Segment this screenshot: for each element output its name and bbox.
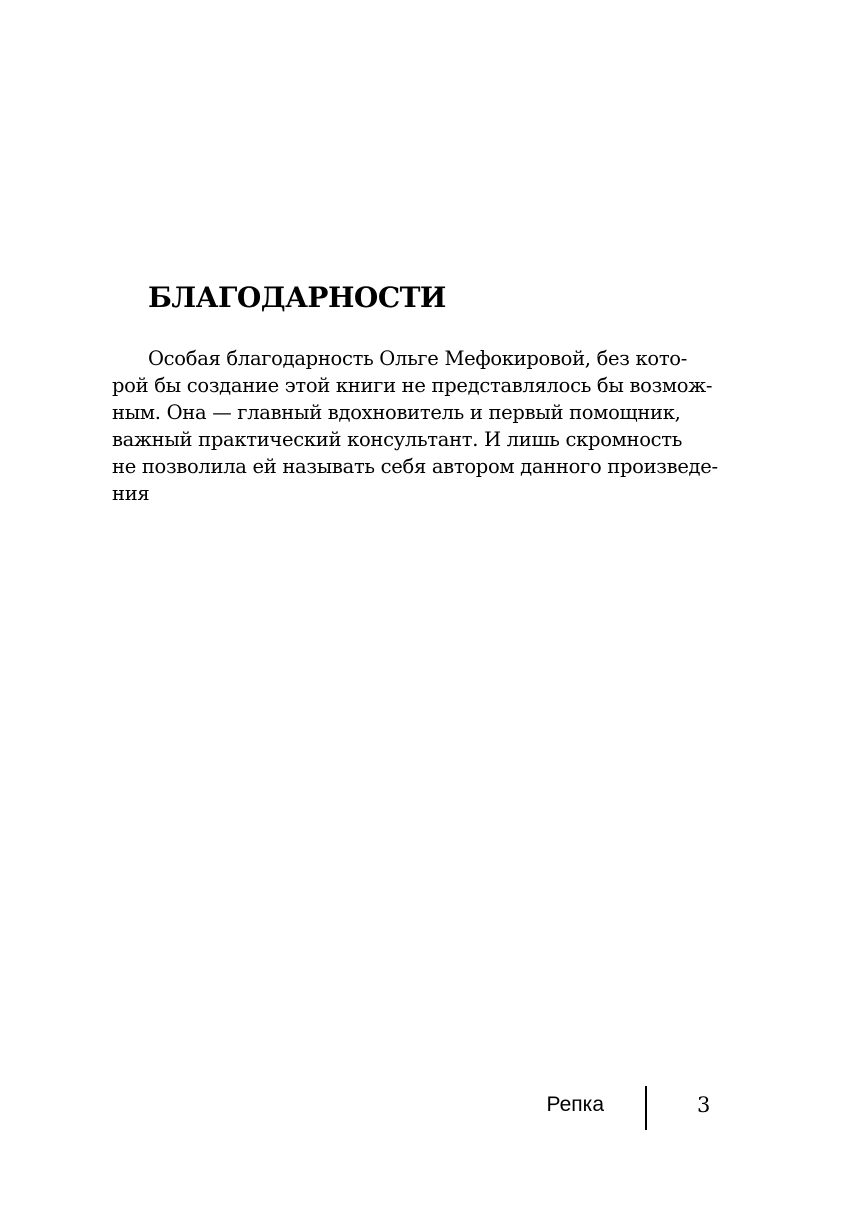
- page-title: БЛАГОДАРНОСТИ: [148, 281, 446, 314]
- paragraph-line: Особая благодарность Ольге Мефокировой, без кото-: [148, 347, 688, 370]
- acknowledgement-paragraph: [112, 345, 732, 507]
- paragraph-line: ным. Она — главный вдохновитель и первый помощник,: [112, 401, 681, 424]
- paragraph-line: не позволила ей называть себя автором данного произведе-: [112, 455, 718, 478]
- paragraph-line: ния: [112, 482, 150, 505]
- page-number: 3: [697, 1093, 711, 1117]
- paragraph-line: рой бы создание этой книги не представлялось бы возмож-: [112, 374, 713, 397]
- footer-divider: [645, 1086, 647, 1130]
- paragraph-line: важный практический консультант. И лишь скромность: [112, 428, 683, 451]
- running-footer-title: Репка: [546, 1093, 604, 1116]
